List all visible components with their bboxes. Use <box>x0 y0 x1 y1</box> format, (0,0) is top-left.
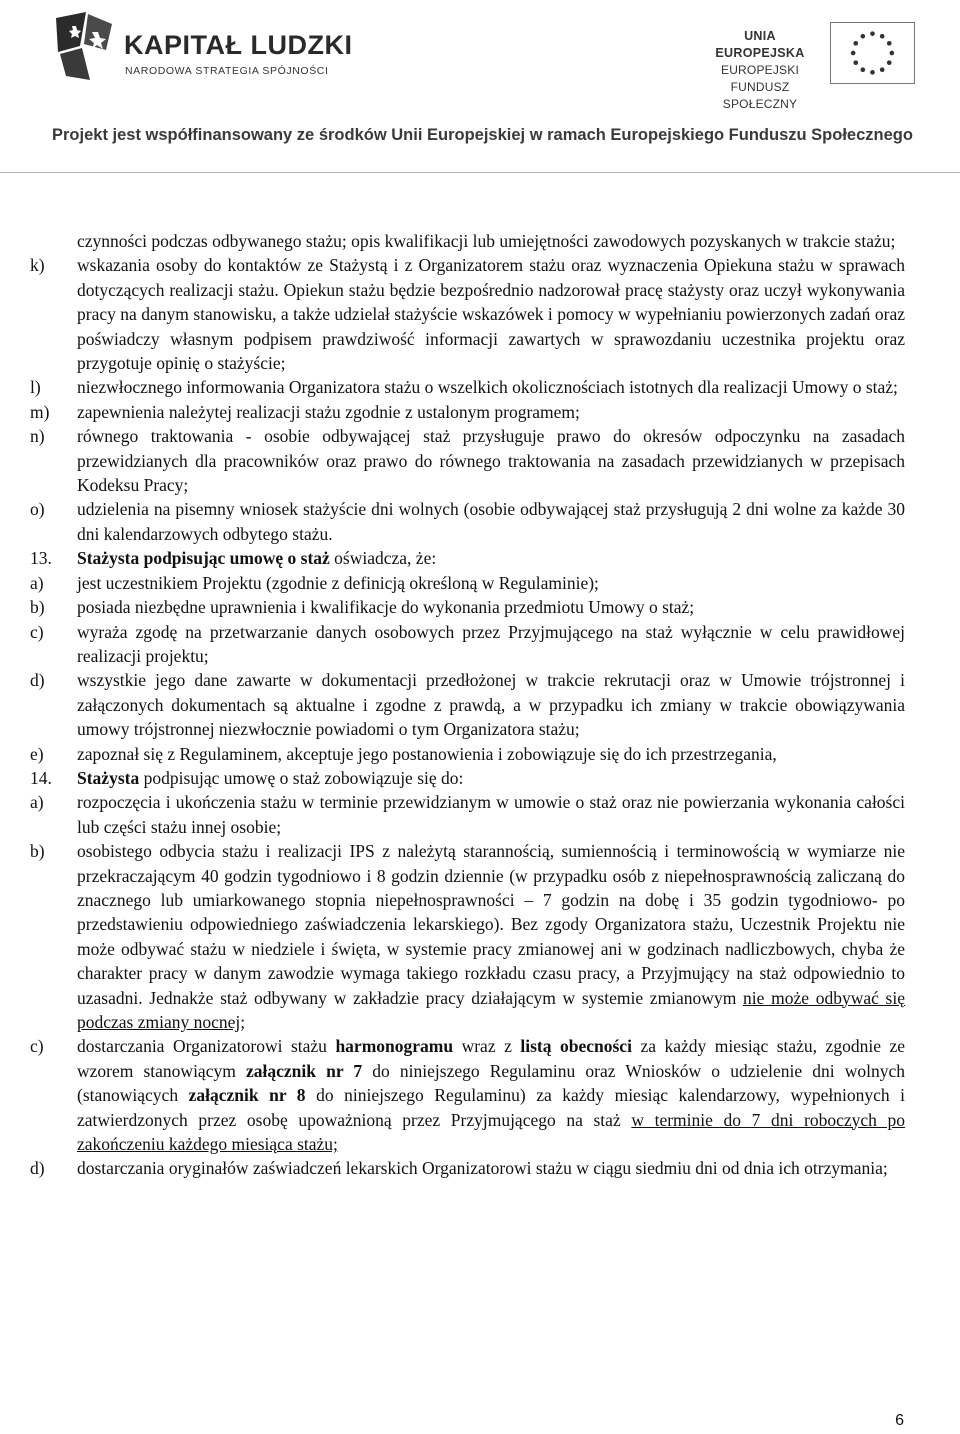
kapital-ludzki-title: KAPITAŁ LUDZKI <box>124 30 353 60</box>
list-marker: b) <box>30 597 45 618</box>
bold-text: załącznik nr 8 <box>188 1085 306 1106</box>
list-item-13a <box>30 571 905 595</box>
kapital-ludzki-subtitle: NARODOWA STRATEGIA SPÓJNOŚCI <box>125 65 329 77</box>
list-item-text: posiada niezbędne uprawnienia i kwalifikacje do wykonania przedmiotu Umowy o staż; <box>77 597 695 618</box>
list-marker: d) <box>30 1158 45 1179</box>
section-heading-rest: podpisując umowę o staż zobowiązuje się do: <box>139 767 464 788</box>
list-item-13e <box>30 742 905 766</box>
text-run: dostarczania Organizatorowi stażu <box>77 1036 336 1057</box>
document-body <box>30 229 905 1181</box>
list-item-14c <box>30 1034 905 1156</box>
list-item-text: zapewnienia należytej realizacji stażu zgodnie z ustalonym programem; <box>77 401 580 422</box>
list-marker: c) <box>30 621 44 642</box>
list-item-text: niezwłocznego informowania Organizatora stażu o wszelkich okolicznościach istotnych dla realizacji Umowy o staż; <box>77 377 898 398</box>
list-item-14a <box>30 790 905 839</box>
list-item-13c <box>30 620 905 669</box>
bold-text: harmonogramu <box>335 1036 454 1057</box>
text-run: do niniejszego Regulaminu oraz Wniosków o udzielenie dni wolnych (stanowiących <box>77 1060 905 1106</box>
list-marker: d) <box>30 670 45 691</box>
section-heading-text <box>77 766 463 790</box>
continued-item-text: czynności podczas odbywanego stażu; opis kwalifikacji lub umiejętności zawodowych pozyskanych w trakcie stażu; <box>77 231 896 251</box>
list-marker: m) <box>30 401 50 422</box>
section-number: 13. <box>30 548 52 569</box>
header-divider <box>0 172 960 173</box>
list-item-text: rozpoczęcia i ukończenia stażu w terminie przewidzianym w umowie o staż oraz nie powierzania wykonania całości lub części stażu innej osobie; <box>77 792 905 837</box>
list-item-13d <box>30 668 905 741</box>
list-item-text: równego traktowania - osobie odbywającej staż przysługuje prawo do okresów odpoczynku na zasadach przewidzianych dla pracowników oraz prawo do równego traktowania na zasadach przewidzianych w przepisach Kodeksu Pracy; <box>77 426 905 496</box>
page-number: 6 <box>895 1412 904 1429</box>
section-14-heading <box>30 766 905 790</box>
list-item-n <box>30 424 905 497</box>
list-item-text: wszystkie jego dane zawarte w dokumentacji przedłożonej w trakcie rekrutacji oraz w Umowie trójstronnej i załączonych dokumentach są aktualne i zgodne z prawdą, a w przypadku ich zmiany w trakcie obowiązywania umowy trójstronnej niezwłocznie powiadomi o tym Organizatora stażu; <box>77 670 905 740</box>
underlined-text: w terminie do 7 dni roboczych po zakończeniu każdego miesiąca stażu; <box>77 1109 905 1155</box>
list-item-o <box>30 497 905 546</box>
list-marker: a) <box>30 572 44 593</box>
eu-logo-line-3: FUNDUSZ SPOŁECZNY <box>722 80 798 111</box>
text-run: osobistego odbycia stażu i realizacji IPS z należytą starannością, sumiennością i terminowością w wymiarze nie przekraczającym 40 godzin tygodniowo i 8 godzin dziennie (w przypadku osób z niepełnosprawnością zaliczaną do znacznego lub umiarkowanego stopnia niepełnosprawności – 7 godzin na dobę i 35 godzin tygodniowo- po przedstawieniu odpowiedniego zaświadczenia lekarskiego). Bez zgody Organizatora stażu, Uczestnik Projektu nie może odbywać stażu w niedziele i święta, w systemie pracy zmianowej ani w godzinach nadliczbowych, chyba że charakter pracy w danym zawodzie wymaga takiego rozkładu czasu pracy, a Przyjmujący na staż odpowiednio to uzasadni. Jednakże staż odbywany w zakładzie pracy działającym w systemie zmianowym <box>77 841 905 1008</box>
list-marker: e) <box>30 743 44 764</box>
underlined-text: nie może odbywać się podczas zmiany nocnej <box>77 987 906 1032</box>
list-item-text: zapoznał się z Regulaminem, akceptuje jego postanowienia i zobowiązuje się do ich przestrzegania, <box>77 743 777 764</box>
list-item-13b <box>30 595 905 619</box>
eu-logo-line-1: UNIA EUROPEJSKA <box>715 29 805 60</box>
list-item-l <box>30 375 905 399</box>
list-item-text <box>77 1034 905 1156</box>
eu-logo-text <box>700 28 820 113</box>
section-heading-bold: Stażysta <box>77 767 140 788</box>
section-number: 14. <box>30 767 52 788</box>
list-item-k <box>30 253 905 375</box>
list-item-14d <box>30 1156 905 1180</box>
list-marker: c) <box>30 1036 44 1057</box>
text-run: ; <box>240 1012 246 1032</box>
list-marker: a) <box>30 792 44 813</box>
list-item-text: wyraża zgodę na przetwarzanie danych osobowych przez Przyjmującego na staż wyłącznie w celu prawidłowej realizacji projektu; <box>77 621 905 666</box>
eu-logo-line-2: EUROPEJSKI <box>720 63 800 77</box>
list-item-text: wskazania osoby do kontaktów ze Stażystą i z Organizatorem stażu oraz wyznaczenia Opiekuna stażu w sprawach dotyczących realizacji stażu. Opiekun stażu będzie bezpośrednio nadzorował pracę stażysty oraz uczył wykonywania pracy na danym stanowisku, a także udzielał stażyście wskazówek i pomocy w wypełnianiu powierzonych zadań oraz poświadczy własnym podpisem prawdziwość informacji zawartych w sprawozdaniu uczestnika projektu oraz przygotuje opinię o stażyście; <box>77 255 905 374</box>
list-marker: o) <box>30 499 45 520</box>
list-marker: l) <box>30 377 41 398</box>
list-item-m <box>30 400 905 424</box>
list-marker: k) <box>30 255 45 276</box>
list-marker: b) <box>30 841 45 862</box>
list-item-text: udzielenia na pisemny wniosek stażyście dni wolnych (osobie odbywającej staż przysługują 2 dni wolne za każde 30 dni kalendarzowych odbytego stażu. <box>77 499 905 544</box>
bold-text: listą obecności <box>520 1036 632 1057</box>
kapital-ludzki-logo <box>52 10 353 85</box>
list-item-text: dostarczania oryginałów zaświadczeń lekarskich Organizatorowi stażu w ciągu siedmiu dni od dnia ich otrzymania; <box>77 1158 888 1179</box>
list-marker: n) <box>30 426 45 447</box>
eu-flag-icon <box>830 22 915 84</box>
kapital-ludzki-emblem-icon <box>52 10 116 82</box>
project-cofinancing-line: Projekt jest współfinansowany ze środków Unii Europejskiej w ramach Europejskiego Funduszu Społecznego <box>52 126 913 144</box>
list-item-14b <box>30 839 905 1034</box>
text-run: za każdy miesiąc stażu, zgodnie ze wzorem stanowiącym <box>77 1036 905 1081</box>
list-item-text <box>77 839 905 1034</box>
text-run: wraz z <box>453 1036 521 1057</box>
section-heading-rest: oświadcza, że: <box>329 548 437 569</box>
list-item-text: jest uczestnikiem Projektu (zgodnie z definicją określoną w Regulaminie); <box>77 572 599 593</box>
section-heading-bold: Stażysta podpisując umowę o staż <box>77 548 330 569</box>
page-header <box>0 0 960 175</box>
text-run: do niniejszego Regulaminu) za każdy miesiąc kalendarzowy, wypełnionych i zatwierdzonych przez osobę upoważnioną przez Przyjmującego na staż <box>77 1085 905 1130</box>
section-13-heading <box>30 546 905 570</box>
section-heading-text <box>77 546 436 570</box>
bold-text: załącznik nr 7 <box>245 1060 363 1081</box>
eu-logo <box>700 22 915 111</box>
